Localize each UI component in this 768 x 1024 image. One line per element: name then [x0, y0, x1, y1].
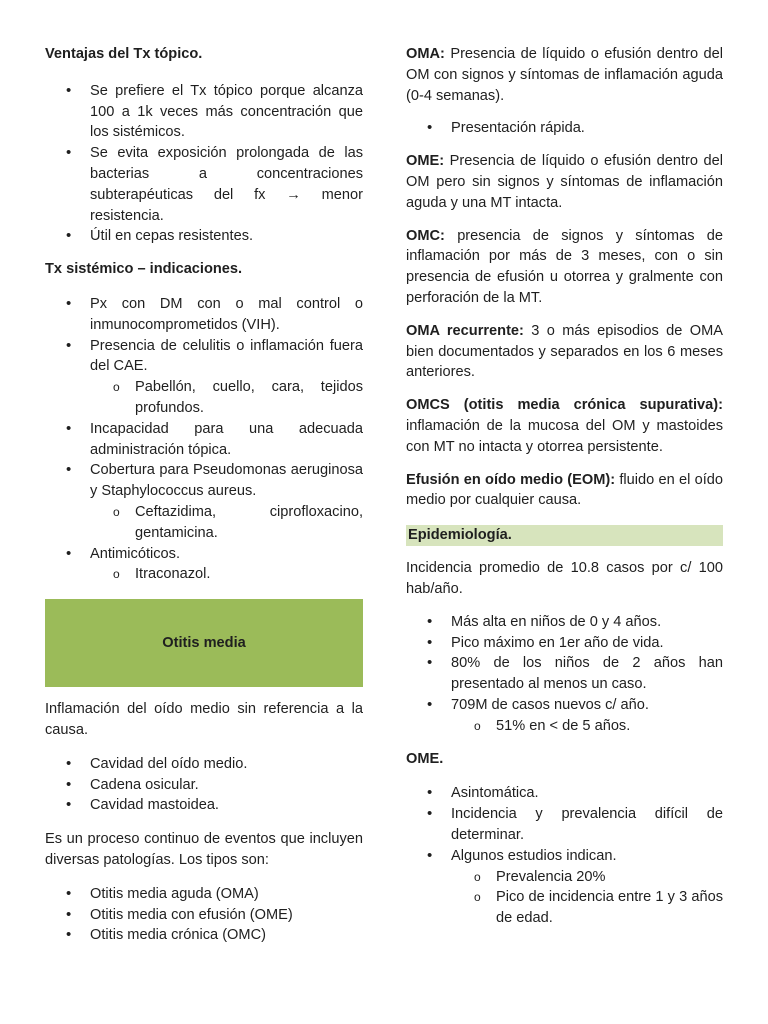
sub-list-item: o Pabellón, cuello, cara, tejidos profundos.: [90, 377, 363, 419]
list-item: [45, 460, 363, 543]
definition-text: Presencia de líquido o efusión dentro del OM pero sin signos y síntomas de inflamación aguda y una MT intacta.: [406, 153, 723, 211]
list-item: • Cadena osicular.: [45, 775, 363, 796]
term-oma-recurrente: OMA recurrente:: [406, 322, 524, 339]
list-item: • Se prefiere el Tx tópico porque alcanza 100 a 1k veces más concentración que los sistémicos.: [45, 81, 363, 143]
list-item: • Incidencia y prevalencia difícil de determinar.: [406, 804, 723, 846]
section-heading-sistemico: Tx sistémico – indicaciones.: [45, 261, 243, 278]
list-item-text: 709M de casos nuevos c/ año.: [451, 696, 649, 713]
proceso-paragraph: Es un proceso continuo de eventos que incluyen diversas patologías. Los tipos son:: [45, 831, 363, 868]
list-item: • Se evita exposición prolongada de las bacterias a concentraciones subterapéuticas del fx → menor resistencia.: [45, 143, 363, 226]
list-item: • Otitis media aguda (OMA): [45, 884, 363, 905]
section-heading-ventajas: Ventajas del Tx tópico.: [45, 46, 203, 62]
epidemiologia-heading-bar: [406, 525, 723, 546]
definition-text: inflamación de la mucosa del OM y mastoides con MT no intacta y otorrea persistente.: [406, 417, 723, 455]
definition-text: 3 o más episodios de OMA bien documentados y separados en los 6 meses anteriores.: [406, 322, 723, 381]
otitis-media-title: Otitis media: [162, 634, 246, 651]
list-item: • Cavidad mastoidea.: [45, 795, 363, 816]
cavidad-list: [45, 754, 363, 816]
definition-oma-recurrente: [406, 321, 723, 383]
definition-text: presencia de signos y síntomas de inflamación por más de 3 meses, con o sin presencia de efusión u otorrea y gralmente con perforación de la MT.: [406, 227, 723, 306]
sub-list-item: o 51% en < de 5 años.: [451, 716, 723, 737]
sub-list-item: o Prevalencia 20%: [451, 867, 723, 888]
term-omcs: OMCS (otitis media crónica supurativa):: [406, 397, 723, 414]
definition-oma: [406, 44, 723, 106]
list-item: • Asintomática.: [406, 783, 723, 804]
list-item: • Px con DM con o mal control o inmunocomprometidos (VIH).: [45, 294, 363, 336]
list-item-text: Presencia de celulitis o inflamación fuera del CAE.: [90, 337, 363, 375]
ventajas-list: [45, 81, 363, 247]
list-item: • Cavidad del oído medio.: [45, 754, 363, 775]
term-oma: OMA:: [406, 46, 445, 62]
right-column: [406, 44, 723, 929]
definition-eom: [406, 470, 723, 512]
epidemiologia-heading: Epidemiología.: [408, 527, 512, 544]
epidemiologia-list: [406, 612, 723, 737]
sub-list-item: o Itraconazol.: [90, 564, 363, 585]
sub-list-item: o Ceftazidima, ciprofloxacino, gentamicina.: [90, 502, 363, 544]
ome-list: [406, 783, 723, 929]
term-ome: OME:: [406, 153, 445, 170]
definition-ome: [406, 151, 723, 213]
incidencia-paragraph: Incidencia promedio de 10.8 casos por c/ 100 hab/año.: [406, 560, 723, 597]
definition-omc: [406, 226, 723, 309]
tipos-list: [45, 884, 363, 946]
list-item: • Pico máximo en 1er año de vida.: [406, 633, 723, 654]
list-item: • Incapacidad para una adecuada administración tópica.: [45, 419, 363, 461]
definition-text: fluido en el oído medio por cualquier causa.: [406, 471, 723, 509]
list-item: [406, 846, 723, 929]
list-item: [406, 695, 723, 737]
section-heading-ome: OME.: [406, 750, 444, 767]
otitis-media-title-box: [45, 599, 363, 687]
definition-text: Presencia de líquido o efusión dentro del OM con signos y síntomas de inflamación aguda (0-4 semanas).: [406, 46, 723, 104]
list-item-text: Cobertura para Pseudomonas aeruginosa y Staphylococcus aureus.: [90, 462, 363, 500]
list-item: [45, 336, 363, 419]
list-item: • Otitis media con efusión (OME): [45, 905, 363, 926]
list-item: • Útil en cepas resistentes.: [45, 226, 363, 247]
list-item-text: Algunos estudios indican.: [451, 847, 617, 864]
sub-list-item: o Pico de incidencia entre 1 y 3 años de edad.: [451, 887, 723, 929]
left-column: [45, 44, 363, 946]
inflamacion-paragraph: Inflamación del oído medio sin referencia a la causa.: [45, 701, 363, 738]
list-item: • Más alta en niños de 0 y 4 años.: [406, 612, 723, 633]
list-item: • 80% de los niños de 2 años han presentado al menos un caso.: [406, 653, 723, 695]
list-item: • Otitis media crónica (OMC): [45, 925, 363, 946]
list-item-text: Antimicóticos.: [90, 545, 181, 562]
term-omc: OMC:: [406, 227, 445, 244]
sistemico-list: [45, 294, 363, 585]
list-item: [45, 544, 363, 586]
term-eom: Efusión en oído medio (EOM):: [406, 471, 616, 488]
definition-omcs: [406, 395, 723, 457]
oma-list: [406, 118, 723, 139]
list-item: • Presentación rápida.: [406, 118, 723, 139]
